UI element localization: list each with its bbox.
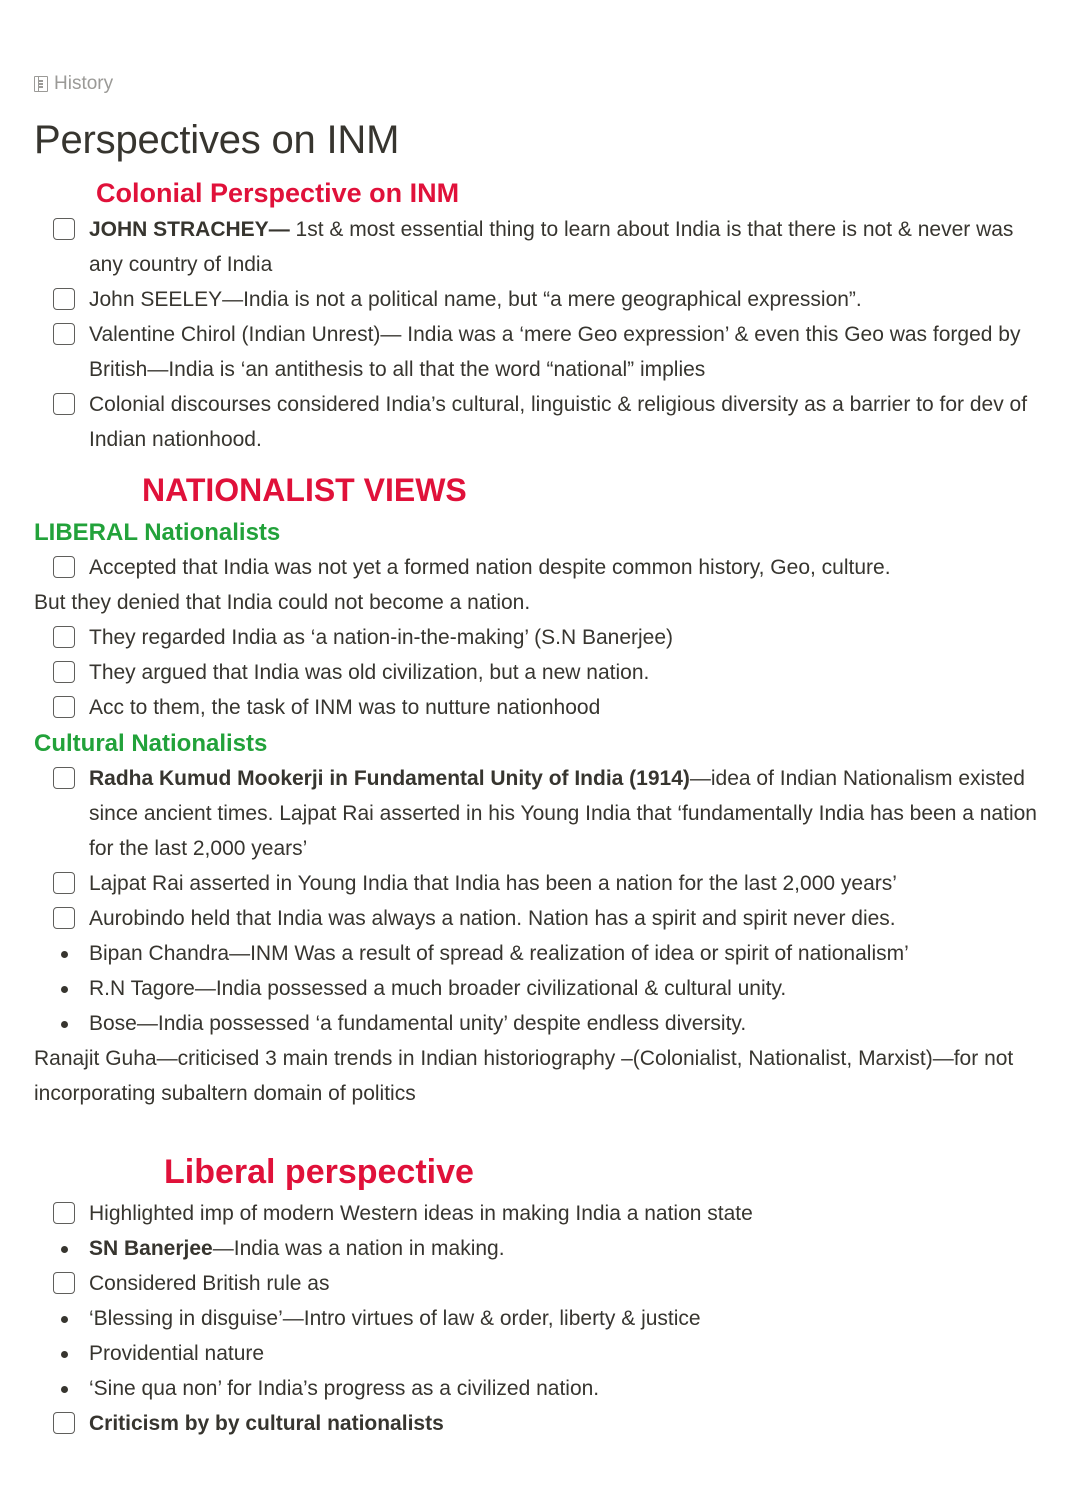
todo-item: [34, 620, 1045, 655]
todo-checkbox[interactable]: [53, 323, 75, 345]
bullet-item: [34, 1231, 1045, 1266]
todo-text: Acc to them, the task of INM was to nutture nationhood: [89, 696, 601, 719]
todo-text: Highlighted imp of modern Western ideas in making India a nation state: [89, 1202, 753, 1225]
bullet-item: [34, 1006, 1045, 1041]
todo-checkbox[interactable]: [53, 626, 75, 648]
todo-item: [34, 317, 1045, 387]
bullet-item: [34, 971, 1045, 1006]
todo-checkbox[interactable]: [53, 218, 75, 240]
bullet-item: [34, 936, 1045, 971]
todo-checkbox[interactable]: [53, 1202, 75, 1224]
cultural-nationalists-heading: Cultural Nationalists: [34, 730, 268, 757]
todo-item: [34, 1406, 1045, 1441]
bullet-dot-icon: [61, 1316, 68, 1323]
bullet-text: Bose—India possessed ‘a fundamental unity’ despite endless diversity.: [89, 1012, 747, 1035]
todo-bold-text: Radha Kumud Mookerji in Fundamental Unity of India (1914): [89, 767, 690, 790]
todo-item: [34, 1266, 1045, 1301]
todo-text: They argued that India was old civilization, but a new nation.: [89, 661, 650, 684]
paragraph: Ranajit Guha—criticised 3 main trends in Indian historiography –(Colonialist, Nationalist, Marxist)—for not incorporating subaltern domain of politics: [34, 1047, 1014, 1105]
nationalist-heading: NATIONALIST VIEWS: [142, 472, 467, 508]
todo-checkbox[interactable]: [53, 767, 75, 789]
todo-item: [34, 655, 1045, 690]
paragraph: But they denied that India could not become a nation.: [34, 591, 531, 614]
todo-text: Valentine Chirol (Indian Unrest)— India was a ‘mere Geo expression’ & even this Geo was forged by British—India is ‘an antithesis to all that the word “national” implies: [89, 323, 1021, 381]
bullet-dot-icon: [61, 951, 68, 958]
todo-item: [34, 1196, 1045, 1231]
bullet-dot-icon: [61, 1021, 68, 1028]
todo-checkbox[interactable]: [53, 1272, 75, 1294]
bullet-bold-text: SN Banerjee: [89, 1237, 213, 1260]
bullet-text: Bipan Chandra—INM Was a result of spread & realization of idea or spirit of nationalism’: [89, 942, 909, 965]
todo-text: Lajpat Rai asserted in Young India that India has been a nation for the last 2,000 years’: [89, 872, 897, 895]
liberal-perspective-heading: Liberal perspective: [164, 1153, 474, 1191]
bullet-text: —India was a nation in making.: [212, 1237, 505, 1260]
breadcrumb-label[interactable]: History: [54, 73, 114, 94]
todo-checkbox[interactable]: [53, 661, 75, 683]
todo-item: [34, 212, 1045, 282]
todo-item: [34, 761, 1045, 866]
bullet-dot-icon: [61, 1351, 68, 1358]
todo-item: [34, 901, 1045, 936]
todo-checkbox[interactable]: [53, 907, 75, 929]
todo-text: They regarded India as ‘a nation-in-the-making’ (S.N Banerjee): [89, 626, 674, 649]
todo-text: Colonial discourses considered India’s cultural, linguistic & religious diversity as a barrier to for dev of Indian nationhood.: [89, 393, 1028, 451]
bullet-dot-icon: [61, 986, 68, 993]
bullet-item: [34, 1301, 1045, 1336]
bullet-dot-icon: [61, 1246, 68, 1253]
todo-checkbox[interactable]: [53, 556, 75, 578]
todo-checkbox[interactable]: [53, 872, 75, 894]
todo-checkbox[interactable]: [53, 288, 75, 310]
todo-text: John SEELEY—India is not a political name, but “a mere geographical expression”.: [89, 288, 862, 311]
todo-bold-text: JOHN STRACHEY—: [89, 218, 290, 241]
todo-bold-text: Criticism by by cultural nationalists: [89, 1412, 444, 1435]
bullet-text: Providential nature: [89, 1342, 265, 1365]
todo-text: Considered British rule as: [89, 1272, 330, 1295]
todo-item: [34, 282, 1045, 317]
bullet-text: ‘Sine qua non’ for India’s progress as a civilized nation.: [89, 1377, 600, 1400]
todo-item: [34, 387, 1045, 457]
todo-checkbox[interactable]: [53, 393, 75, 415]
todo-checkbox[interactable]: [53, 1412, 75, 1434]
page-title: Perspectives on INM: [34, 118, 400, 162]
todo-text: Accepted that India was not yet a formed nation despite common history, Geo, culture.: [89, 556, 891, 579]
bullet-item: [34, 1371, 1045, 1406]
todo-item: [34, 690, 1045, 725]
todo-item: [34, 866, 1045, 901]
todo-checkbox[interactable]: [53, 696, 75, 718]
bullet-dot-icon: [61, 1386, 68, 1393]
colonial-heading: Colonial Perspective on INM: [96, 178, 460, 208]
bullet-item: [34, 1336, 1045, 1371]
todo-text: —idea of Indian Nationalism existed since ancient times. Lajpat Rai asserted in his Young India that ‘fundamentally India has been a nation for the last 2,000 years’: [89, 767, 1037, 860]
breadcrumb[interactable]: [34, 70, 1045, 98]
page-icon: [34, 76, 48, 92]
todo-item: [34, 550, 1045, 585]
liberal-nationalists-heading: LIBERAL Nationalists: [34, 519, 281, 546]
todo-text: 1st & most essential thing to learn about India is that there is not & never was any country of India: [89, 218, 1014, 276]
todo-text: Aurobindo held that India was always a nation. Nation has a spirit and spirit never dies.: [89, 907, 896, 930]
bullet-text: R.N Tagore—India possessed a much broader civilizational & cultural unity.: [89, 977, 787, 1000]
bullet-text: ‘Blessing in disguise’—Intro virtues of law & order, liberty & justice: [89, 1307, 701, 1330]
